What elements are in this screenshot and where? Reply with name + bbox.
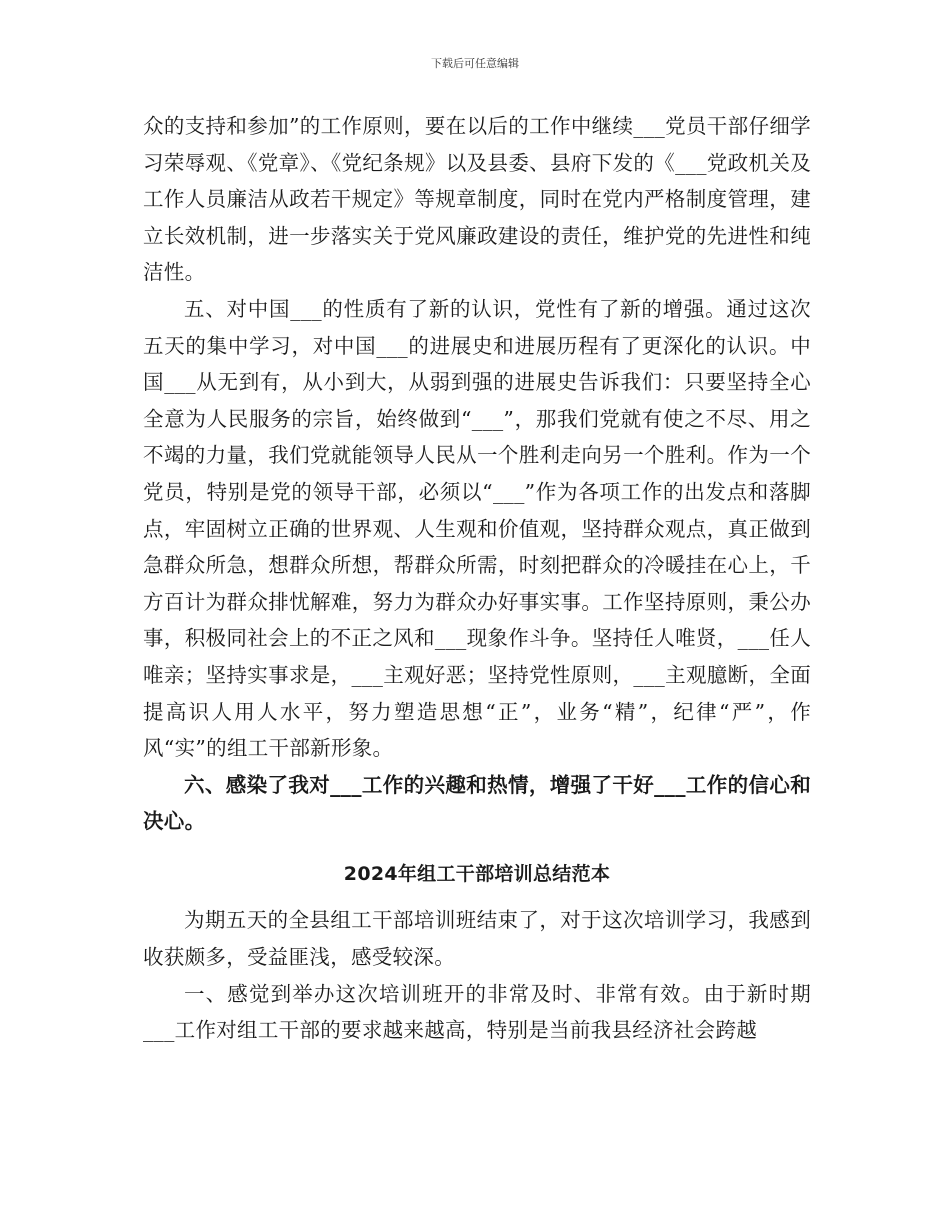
paragraph-5: 五、对中国___的性质有了新的认识，党性有了新的增强。通过这次五天的集中学习，对中国___的进展史和进展历程有了更深化的认识。中国___从无到有，从小到大，从弱到强的进展史告诉我们：只要坚持全心全意为人民服务的宗旨，始终做到“___”，那我们党就有使之不尽、用之不竭的力量，我们党就能领导人民从一个胜利走向另一个胜利。作为一个党员，特别是党的领导干部，必须以“___”作为各项工作的出发点和落脚点，牢固树立正确的世界观、人生观和价值观，坚持群众观点，真正做到急群众所急，想群众所想，帮群众所需，时刻把群众的冷暖挂在心上，千方百计为群众排忧解难，努力为群众办好事实事。工作坚持原则，秉公办事，积极同社会上的不正之风和___现象作斗争。坚持任人唯贤，___任人唯亲；坚持实事求是，___主观好恶；坚持党性原则，___主观臆断，全面提高识人用人水平，努力塑造思想“正”，业务“精”，纪律“严”，作风“实”的组工干部新形象。 <box>143 296 811 761</box>
intro-paragraph: 为期五天的全县组工干部培训班结束了，对于这次培训学习，我感到收获颇多，受益匪浅，感受较深。 <box>143 908 811 970</box>
paragraph-1: 众的支持和参加”的工作原则，要在以后的工作中继续___党员干部仔细学习荣辱观、《党章》、《党纪条规》以及县委、县府下发的《___党政机关及工作人员廉洁从政若干规定》等规章制度，同时在党内严格制度管理，建立长效机制，进一步落实关于党风廉政建设的责任，维护党的先进性和纯洁性。 <box>143 114 811 285</box>
paragraph-6-heading: 六、感染了我对___工作的兴趣和热情，增强了干好___工作的信心和决心。 <box>143 772 811 834</box>
paragraph-1-section: 一、感觉到举办这次培训班开的非常及时、非常有效。由于新时期___工作对组工干部的要求越来越高，特别是当前我县经济社会跨越 <box>143 981 811 1043</box>
document-title: 2024年组工干部培训总结范本 <box>343 862 611 885</box>
document-body <box>143 108 811 1049</box>
page-header: 下载后可任意编辑 <box>431 57 519 70</box>
